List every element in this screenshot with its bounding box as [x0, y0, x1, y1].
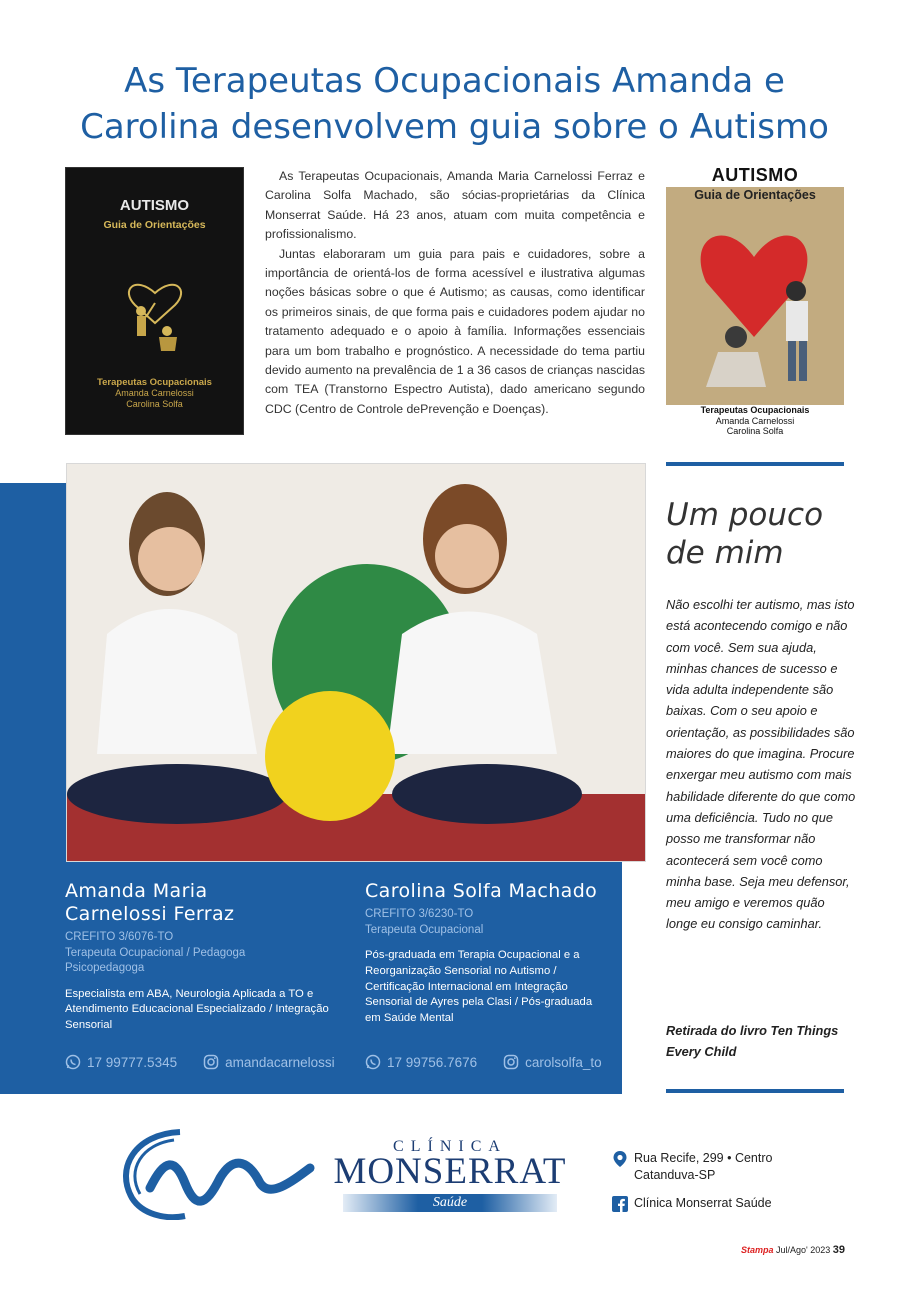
profile-description: Especialista em ABA, Neurologia Aplicada a TO e Atendimento Educacional Especializado / Integração Sensorial: [65, 987, 329, 1032]
facebook-icon: [612, 1196, 628, 1212]
profile-name: [65, 880, 345, 926]
book-right-title: AUTISMO: [711, 165, 799, 185]
book-cover-subtitle: Guia de Orientações: [103, 219, 206, 231]
phone-link[interactable]: 17 99777.5345: [87, 1054, 178, 1070]
phone-link[interactable]: 17 99756.7676: [387, 1054, 478, 1070]
instagram-icon: [203, 1054, 219, 1070]
profile-amanda: [65, 880, 345, 1034]
profile-credential: CREFITO 3/6230-TO: [365, 908, 474, 920]
clinic-logo-small-text: CLÍNICA: [393, 1138, 507, 1155]
page-footer: [740, 1244, 845, 1256]
whatsapp-icon: [65, 1054, 81, 1070]
page-number: 39: [832, 1244, 845, 1256]
contact-row-carolina: [365, 1054, 602, 1070]
clinic-logo-saude: Saúde: [343, 1194, 557, 1212]
clinic-address: [612, 1150, 842, 1184]
clinic-facebook: [612, 1195, 842, 1212]
address-line-1: Rua Recife, 299 • Centro: [634, 1151, 773, 1165]
instagram-link[interactable]: amandacarnelossi: [225, 1054, 335, 1070]
profile-name-line-2: Carnelossi Ferraz: [65, 903, 235, 925]
instagram-icon: [503, 1054, 519, 1070]
magazine-name: Stampa: [740, 1245, 774, 1255]
book-cover-authors-label: Terapeutas Ocupacionais: [97, 377, 212, 388]
sidebar-top-rule: [666, 462, 844, 466]
book-cover-illustrated: [666, 165, 844, 441]
sidebar-quote-source: Retirada do livro Ten Things Every Child: [666, 1023, 839, 1060]
book-right-author-2: Carolina Solfa: [726, 426, 784, 436]
intro-paragraph-1: As Terapeutas Ocupacionais, Amanda Maria Carnelossi Ferraz e Carolina Solfa Machado, são sócias-proprietárias da Clínica Monserrat Saúde. Há 23 anos, atuam com muita competência e profissionalismo.: [265, 169, 645, 242]
address-line-2: Catanduva-SP: [634, 1168, 716, 1182]
profile-carolina: [365, 880, 605, 1027]
clinic-logo-swoosh-icon: [110, 1128, 315, 1220]
intro-paragraph-2: Juntas elaboraram um guia para pais e cuidadores, sobre a importância de orientá-los de forma acessível e ilustrativa algumas noções básicas sobre o que é Autismo; as causas, como identificar os primeiros sinais, de que forma pais e cuidadores podem ajudar no tratamento adequado e o apoio à família. Informações essenciais para um bom trabalho e prognóstico. A necessidade do tema partiu devido aumento na prevalência de 1 a 36 casos de crianças nascidas com TEA (Transtorno Espectro Autista), dado americano segundo CDC (Centro de Controle dePrevenção e Doenças).: [265, 246, 645, 416]
profile-credential: CREFITO 3/6076-TO: [65, 931, 174, 943]
sidebar-quote: Não escolhi ter autismo, mas isto está acontecendo comigo e não com você. Sem sua ajuda, minhas chances de sucesso e vida adulta independente são baixas. Com o seu apoio e orientação, as possibilidades são maiores do que imagina. Procure enxergar meu autismo com mais habilidade diferente do que como uma deficiência. Tudo no que posso me transformar não acontecerá sem você como minha base. Seja meu defensor, meu amigo e veremos quão longe eu consigo caminhar.: [666, 597, 856, 932]
book-cover-author-1: Amanda Carnelossi: [115, 388, 194, 398]
headline-line-1: As Terapeutas Ocupacionais Amanda e: [124, 61, 785, 101]
book-right-authors: [666, 405, 844, 437]
profile-name-line-1: Amanda Maria: [65, 880, 208, 902]
heart-painting-illustration: [666, 187, 844, 405]
profile-role: Terapeuta Ocupacional: [365, 923, 484, 936]
profile-name: Carolina Solfa Machado: [365, 880, 598, 902]
book-right-subtitle: Guia de Orientações: [694, 188, 816, 202]
headline-line-2: Carolina desenvolvem guia sobre o Autismo: [80, 107, 829, 147]
sidebar-bottom-rule: [666, 1089, 844, 1093]
book-cover-title: AUTISMO: [119, 197, 190, 214]
magazine-issue: Jul/Ago' 2023: [775, 1245, 831, 1255]
instagram-link[interactable]: carolsolfa_to: [525, 1054, 602, 1070]
book-cover-authors: [65, 377, 244, 410]
sidebar-heading-line-2: de mim: [666, 535, 784, 571]
sidebar-heading: [666, 496, 856, 572]
facebook-link[interactable]: Clínica Monserrat Saúde: [634, 1196, 772, 1210]
sidebar-heading-line-1: Um pouco: [666, 497, 824, 533]
profile-description: Pós-graduada em Terapia Ocupacional e a Reorganização Sensorial no Autismo / Certificação Internacional em Integração Sensorial de Ayres pela Clasi / Pós-graduada em Saúde Mental: [365, 949, 593, 1025]
therapists-photo: [66, 463, 646, 862]
whatsapp-icon: [365, 1054, 381, 1070]
clinic-logo-big-text: MONSERRAT: [333, 1151, 567, 1192]
book-cover-dark: [65, 167, 244, 435]
location-pin-icon: [612, 1150, 628, 1168]
article-headline: [40, 58, 869, 150]
book-right-author-1: Amanda Carnelossi: [715, 415, 795, 426]
book-cover-author-2: Carolina Solfa: [126, 399, 183, 409]
book-right-authors-label: Terapeutas Ocupacionais: [700, 405, 810, 415]
profile-role: Terapeuta Ocupacional / Pedagoga Psicopedagoga: [65, 946, 246, 974]
clinic-logo-wordmark: [330, 1138, 570, 1212]
contact-row-amanda: [65, 1054, 335, 1070]
gold-heart-children-illustration: [115, 255, 195, 355]
article-intro: [265, 167, 645, 419]
